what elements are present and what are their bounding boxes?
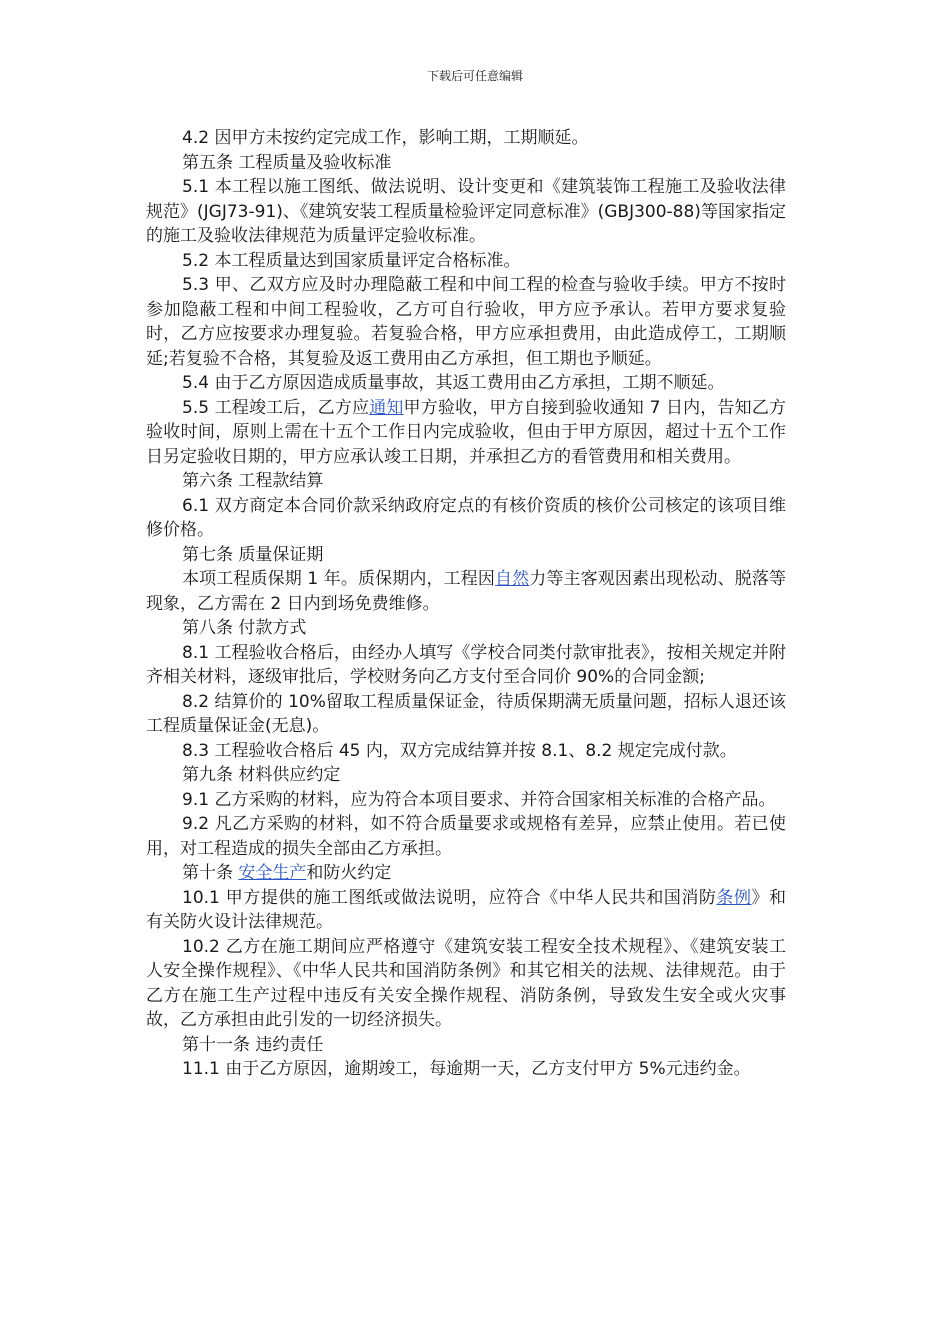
paragraph: [146, 763, 786, 788]
paragraph: [146, 861, 786, 886]
document-body: [146, 126, 786, 1082]
paragraph-text: 第七条 质量保证期: [182, 544, 324, 565]
inline-link[interactable]: 通知: [369, 397, 404, 418]
paragraph: [146, 469, 786, 494]
paragraph-text: 5.1 本工程以施工图纸、做法说明、设计变更和《建筑装饰工程施工及验收法律规范》(JGJ73-91)、《建筑安装工程质量检验评定同意标准》(GBJ300-88)等国家指定的施工及验收法律规范为质量评定验收标准。: [146, 177, 786, 246]
paragraph: [146, 788, 786, 813]
paragraph: [146, 567, 786, 616]
paragraph: [146, 249, 786, 274]
paragraph-text: 8.1 工程验收合格后，由经办人填写《学校合同类付款审批表》，按相关规定并附齐相关材料，逐级审批后，学校财务向乙方支付至合同价 90%的合同金额;: [146, 642, 786, 687]
paragraph-text: 5.2 本工程质量达到国家质量评定合格标准。: [182, 250, 521, 271]
paragraph-text: 5.4 由于乙方原因造成质量事故，其返工费用由乙方承担，工期不顺延。: [182, 373, 725, 393]
paragraph: [146, 616, 786, 641]
paragraph-text: 力等主客观因素出现松动、脱落等现象，乙方需在 2 日内到场免费维修。: [146, 569, 786, 614]
paragraph-text: 第十一条 违约责任: [182, 1034, 324, 1055]
paragraph-text: 5.5 工程竣工后，乙方应: [182, 397, 370, 418]
paragraph-text: 》和有关防火设计法律规范。: [146, 887, 786, 932]
paragraph: [146, 543, 786, 568]
page-header-note: 下载后可任意编辑: [426, 69, 523, 83]
paragraph-text: 第八条 付款方式: [182, 618, 307, 638]
paragraph-text: 第五条 工程质量及验收标准: [182, 152, 392, 173]
inline-link[interactable]: 自然: [495, 569, 530, 589]
paragraph-text: 5.3 甲、乙双方应及时办理隐蔽工程和中间工程的检查与验收手续。甲方不按时参加隐蔽工程和中间工程验收，乙方可自行验收，甲方应予承认。若甲方要求复验时，乙方应按要求办理复验。若复验合格，甲方应承担费用，由此造成停工，工期顺延;若复验不合格，其复验及返工费用由乙方承担，但工期也予顺延。: [146, 275, 786, 369]
paragraph: [146, 1057, 786, 1082]
paragraph-text: 10.2 乙方在施工期间应严格遵守《建筑安装工程安全技术规程》、《建筑安装工人安全操作规程》、《中华人民共和国消防条例》和其它相关的法规、法律规范。由于乙方在施工生产过程中违反有关安全操作规程、消防条例，导致发生安全或火灾事故，乙方承担由此引发的一切经济损失。: [146, 936, 786, 1030]
paragraph: [146, 273, 786, 371]
paragraph: [146, 1033, 786, 1058]
paragraph: [146, 739, 786, 764]
paragraph-text: 4.2 因甲方未按约定完成工作，影响工期，工期顺延。: [182, 128, 589, 148]
paragraph-text: 6.1 双方商定本合同价款采纳政府定点的有核价资质的核价公司核定的该项目维修价格。: [146, 495, 786, 540]
paragraph-text: 第十条: [182, 863, 239, 883]
paragraph-text: 甲方验收，甲方自接到验收通知 7 日内，告知乙方验收时间，原则上需在十五个工作日内完成验收，但由于甲方原因，超过十五个工作日另定验收日期的，甲方应承认竣工日期，并承担乙方的看管费用和相关费用。: [146, 397, 787, 467]
paragraph-text: 10.1 甲方提供的施工图纸或做法说明，应符合《中华人民共和国消防: [182, 887, 717, 908]
paragraph: [146, 396, 786, 470]
inline-link[interactable]: 安全生产: [238, 863, 307, 883]
paragraph-text: 8.2 结算价的 10%留取工程质量保证金，待质保期满无质量问题，招标人退还该工程质量保证金(无息)。: [146, 691, 786, 736]
paragraph: [146, 175, 786, 249]
paragraph: [146, 641, 786, 690]
paragraph-text: 本项工程质保期 1 年。质保期内，工程因: [182, 569, 495, 589]
paragraph-text: 第六条 工程款结算: [182, 471, 324, 491]
paragraph-text: 11.1 由于乙方原因，逾期竣工，每逾期一天，乙方支付甲方 5%元违约金。: [182, 1059, 751, 1079]
paragraph-text: 第九条 材料供应约定: [182, 765, 341, 785]
inline-link[interactable]: 条例: [716, 887, 752, 908]
paragraph-text: 9.1 乙方采购的材料，应为符合本项目要求、并符合国家相关标准的合格产品。: [182, 789, 776, 810]
paragraph: [146, 151, 786, 176]
paragraph-text: 9.2 凡乙方采购的材料，如不符合质量要求或规格有差异，应禁止使用。若已使用，对工程造成的损失全部由乙方承担。: [146, 814, 786, 859]
paragraph-text: 和防火约定: [306, 863, 392, 883]
paragraph: [146, 812, 786, 861]
paragraph: [146, 886, 786, 935]
paragraph: [146, 126, 786, 151]
paragraph: [146, 690, 786, 739]
paragraph: [146, 371, 786, 396]
paragraph-text: 8.3 工程验收合格后 45 内，双方完成结算并按 8.1、8.2 规定完成付款。: [182, 740, 737, 761]
paragraph: [146, 935, 786, 1033]
paragraph: [146, 494, 786, 543]
